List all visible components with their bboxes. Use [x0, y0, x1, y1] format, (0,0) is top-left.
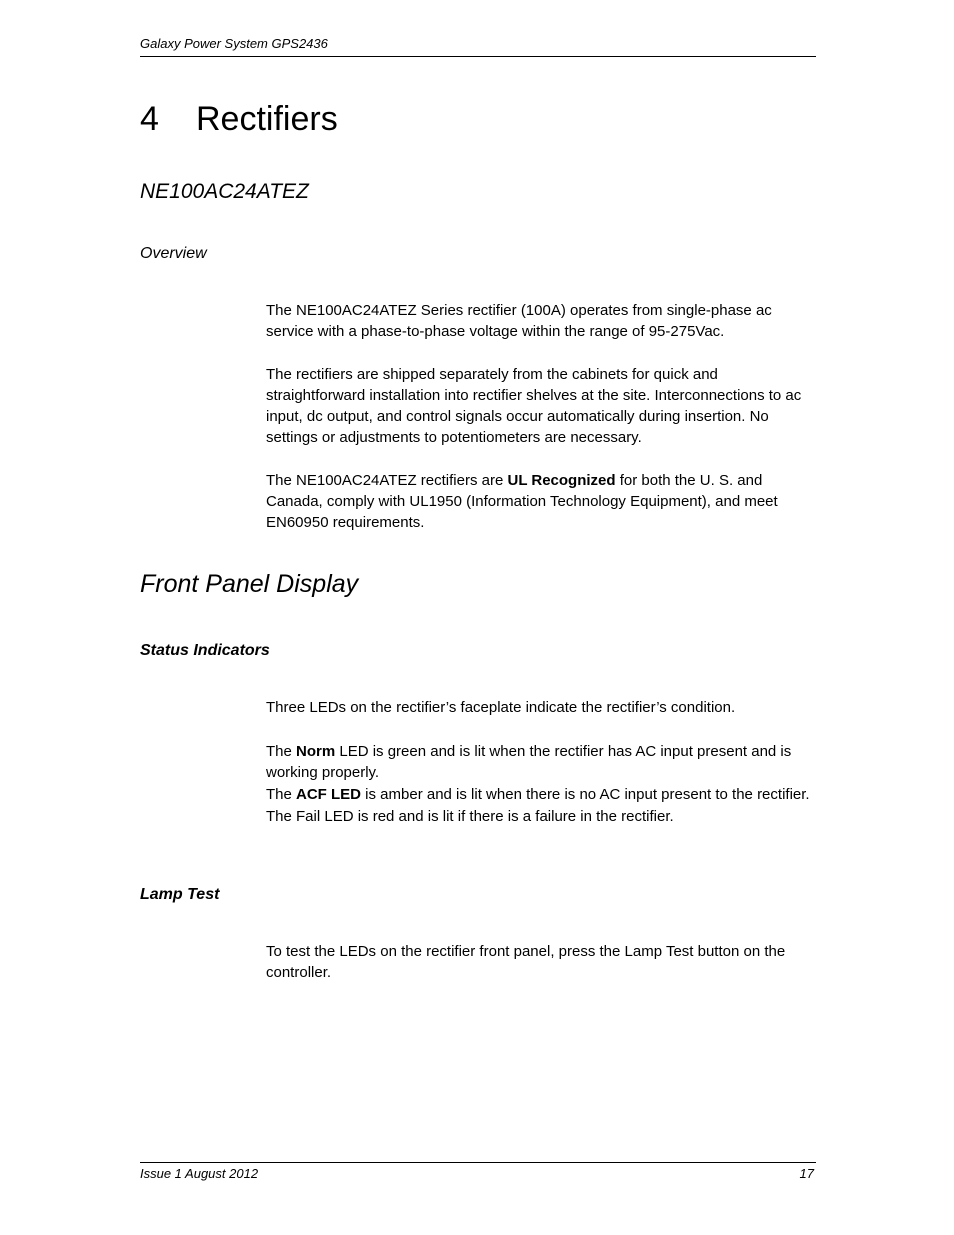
running-header: Galaxy Power System GPS2436 — [140, 36, 328, 51]
status-intro-text: Three LEDs on the rectifier’s faceplate indicate the rectifier’s condition. — [266, 699, 736, 716]
overview-text-2: The rectifiers are shipped separately from the cabinets for quick and straightforward installation into rectifier shelves at the site. Interconnections to ac input, dc output, and control signals occur automatically during insertion. No settings or adjustments to potentiometers are necessary. — [266, 366, 802, 446]
lamp-test-text: To test the LEDs on the rectifier front panel, press the Lamp Test button on the controller. — [266, 943, 786, 981]
status-intro-paragraph — [266, 697, 814, 718]
overview-text-3 — [266, 470, 814, 533]
chapter-heading — [140, 96, 338, 142]
model-heading: NE100AC24ATEZ — [140, 180, 309, 203]
led-descriptions — [266, 741, 818, 827]
overview-paragraph-2 — [266, 364, 814, 448]
overview-paragraph-3 — [266, 470, 814, 533]
front-panel-heading: Front Panel Display — [140, 570, 359, 598]
status-indicators-heading: Status Indicators — [140, 642, 270, 659]
footer-issue: Issue 1 August 2012 — [140, 1166, 259, 1181]
acf-led-text — [266, 784, 818, 805]
chapter-title: Rectifiers — [196, 100, 338, 138]
acf-pre: The — [266, 786, 297, 803]
ul-recognized-bold: UL Recognized — [507, 472, 616, 489]
overview-paragraph-1 — [266, 300, 814, 342]
norm-post: LED is green and is lit when the rectifier has AC input present and is working properly. — [266, 743, 792, 781]
overview-text-1: The NE100AC24ATEZ Series rectifier (100A) operates from single-phase ac service with a phase-to-phase voltage within the range of 95-275Vac. — [266, 302, 772, 340]
lamp-test-paragraph — [266, 941, 814, 983]
acf-bold: ACF LED — [296, 786, 362, 803]
overview-heading: Overview — [140, 245, 207, 262]
norm-pre: The — [266, 743, 297, 760]
norm-led-text — [266, 741, 818, 783]
overview-text-3-pre: The NE100AC24ATEZ rectifiers are — [266, 472, 508, 489]
page-number: 17 — [799, 1166, 814, 1181]
overview-text-3-post: for both the U. S. and Canada, comply with UL1950 (Information Technology Equipment), and meet EN60950 requirements. — [266, 472, 778, 531]
chapter-number: 4 — [140, 100, 159, 138]
header-rule — [140, 56, 816, 57]
fail-led-text: The Fail LED is red and is lit if there is a failure in the rectifier. — [266, 808, 674, 825]
acf-post: is amber and is lit when there is no AC input present to the rectifier. — [361, 786, 810, 803]
norm-bold: Norm — [296, 743, 336, 760]
lamp-test-heading: Lamp Test — [140, 886, 220, 903]
footer-rule — [140, 1162, 816, 1163]
